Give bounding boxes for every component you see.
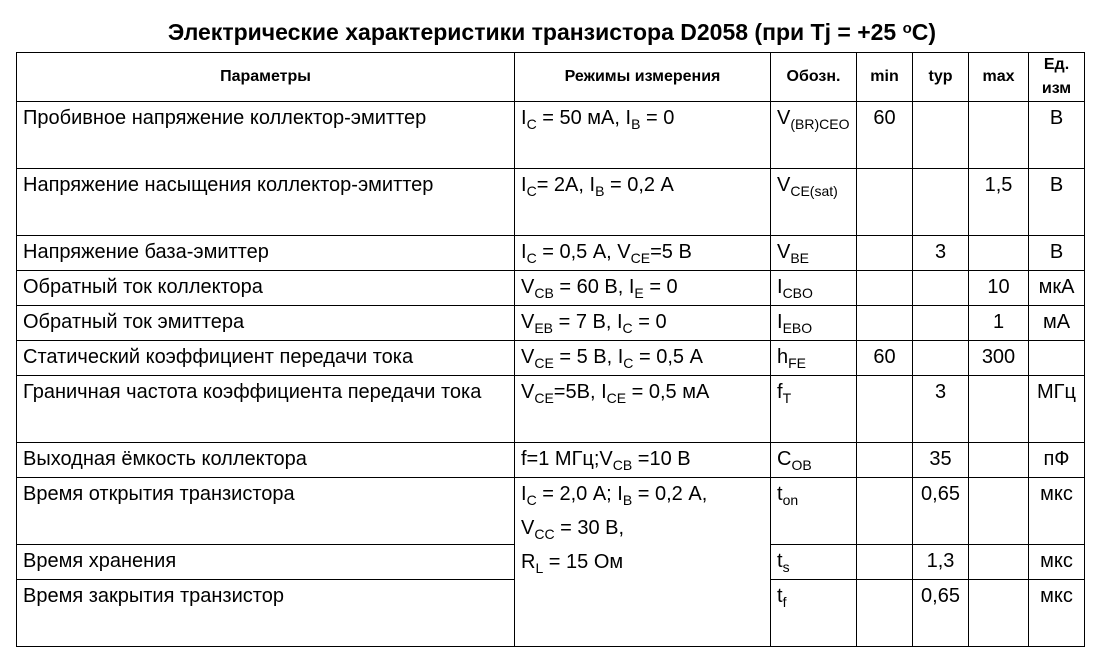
max-cell: 300 <box>969 341 1029 376</box>
max-cell <box>969 545 1029 580</box>
subscript: CB <box>612 457 633 473</box>
subscript: CC <box>534 526 555 542</box>
typ-cell: 3 <box>913 236 969 271</box>
param-cell: Пробивное напряжение коллектор-эмиттер <box>17 102 515 169</box>
table-row <box>17 341 1085 376</box>
symbol-subscript: OB <box>791 457 812 473</box>
unit-cell: В <box>1029 236 1085 271</box>
param-cell: Выходная ёмкость коллектора <box>17 443 515 478</box>
subscript: B <box>622 492 633 508</box>
mode-cell: $I_C= 2А$, $I_B = 0,2$ А <box>515 169 771 236</box>
max-cell <box>969 580 1029 647</box>
unit-cell: мА <box>1029 306 1085 341</box>
min-cell: 60 <box>857 102 913 169</box>
page-title: Электрические характеристики транзистора D2058 (при Tj = +25 $^о$С) <box>167 19 937 45</box>
symbol-cell: $f_T$ <box>771 376 857 443</box>
subscript: EB <box>534 320 554 336</box>
table-row <box>17 443 1085 478</box>
symbol-cell: $t_{on}$ <box>771 478 857 545</box>
param-cell: Напряжение база-эмиттер <box>17 236 515 271</box>
min-cell <box>857 271 913 306</box>
subscript: B <box>631 116 641 132</box>
header-mode: Режимы измерения <box>515 53 771 102</box>
param-cell: Напряжение насыщения коллектор-эмиттер <box>17 169 515 236</box>
table-row <box>17 271 1085 306</box>
symbol-cell: $I_{EBO}$ <box>771 306 857 341</box>
subscript: CB <box>534 285 554 301</box>
symbol-subscript: CBO <box>782 285 813 301</box>
subscript: B <box>595 183 605 199</box>
mode-line: $I_C = 2,0$ А; $I_B = 0,2$ А, <box>521 483 708 508</box>
unit-cell: мкс <box>1029 545 1085 580</box>
max-cell <box>969 376 1029 443</box>
max-cell <box>969 236 1029 271</box>
subscript: C <box>622 320 633 336</box>
subscript: CE <box>534 390 554 406</box>
mode-line: $V_{CC} = 30$ В, <box>521 517 625 542</box>
min-cell <box>857 306 913 341</box>
symbol-cell: $C_{OB}$ <box>771 443 857 478</box>
unit-cell <box>1029 341 1085 376</box>
mode-cell: $V_{CB} = 60$ В, $I_E = 0$ <box>515 271 771 306</box>
table-row <box>17 478 1085 545</box>
unit-cell: мкс <box>1029 580 1085 647</box>
max-cell: 10 <box>969 271 1029 306</box>
header-min: min <box>857 53 913 102</box>
param-cell: Обратный ток коллектора <box>17 271 515 306</box>
symbol-cell: $t_s$ <box>771 545 857 580</box>
min-cell <box>857 169 913 236</box>
subscript: C <box>526 250 537 266</box>
header-row <box>17 53 1085 102</box>
characteristics-table <box>16 52 1085 647</box>
symbol-subscript: EBO <box>782 320 813 336</box>
header-unit: Ед. изм <box>1029 53 1085 102</box>
mode-cell: $V_{CE}=5В$, $I_{CE} = 0,5$ мА <box>515 376 771 443</box>
symbol-subscript: T <box>782 390 792 406</box>
symbol-cell: $t_f$ <box>771 580 857 647</box>
symbol-cell: $V_{BE}$ <box>771 236 857 271</box>
symbol-subscript: (BR)CEO <box>790 116 850 132</box>
unit-cell: мкА <box>1029 271 1085 306</box>
subscript: E <box>634 285 644 301</box>
subscript: CE <box>630 250 651 266</box>
symbol-subscript: CE(sat) <box>790 183 838 199</box>
min-cell: 60 <box>857 341 913 376</box>
symbol-cell: $V_{CE(sat)}$ <box>771 169 857 236</box>
min-cell <box>857 545 913 580</box>
unit-cell: В <box>1029 102 1085 169</box>
symbol-subscript: s <box>782 559 790 575</box>
symbol-cell: $I_{CBO}$ <box>771 271 857 306</box>
subscript: C <box>526 183 537 199</box>
max-cell <box>969 478 1029 545</box>
unit-cell: мкс <box>1029 478 1085 545</box>
mode-cell: $I_C = 50$ мА, $I_B = 0$ <box>515 102 771 169</box>
typ-cell <box>913 169 969 236</box>
typ-cell: 0,65 <box>913 478 969 545</box>
header-symbol: Обозн. <box>771 53 857 102</box>
typ-cell: 3 <box>913 376 969 443</box>
param-cell: Обратный ток эмиттера <box>17 306 515 341</box>
symbol-subscript: FE <box>788 355 807 371</box>
min-cell <box>857 376 913 443</box>
mode-cell: $V_{CE} = 5$ В, $I_C = 0,5$ А <box>515 341 771 376</box>
symbol-subscript: on <box>782 492 799 508</box>
symbol-cell: $h_{FE}$ <box>771 341 857 376</box>
param-cell: Время закрытия транзистор <box>17 580 515 647</box>
param-cell: Граничная частота коэффициента передачи тока <box>17 376 515 443</box>
subscript: C <box>623 355 634 371</box>
typ-cell: 35 <box>913 443 969 478</box>
mode-line: $R_L = 15$ Ом <box>521 551 624 576</box>
param-cell: Статический коэффициент передачи тока <box>17 341 515 376</box>
typ-cell: 0,65 <box>913 580 969 647</box>
subscript: L <box>535 560 544 576</box>
mode-cell: $V_{EB} = 7$ В, $I_C = 0$ <box>515 306 771 341</box>
unit-cell: пФ <box>1029 443 1085 478</box>
subscript: CE <box>534 355 554 371</box>
unit-cell: В <box>1029 169 1085 236</box>
max-cell: 1 <box>969 306 1029 341</box>
header-max: max <box>969 53 1029 102</box>
typ-cell <box>913 102 969 169</box>
subscript: CE <box>606 390 627 406</box>
header-param: Параметры <box>17 53 515 102</box>
min-cell <box>857 580 913 647</box>
table-row <box>17 376 1085 443</box>
mode-cell <box>515 478 771 647</box>
typ-cell <box>913 271 969 306</box>
symbol-subscript: f <box>782 594 787 610</box>
typ-cell <box>913 306 969 341</box>
symbol-cell: $V_{(BR)CEO}$ <box>771 102 857 169</box>
table-row <box>17 102 1085 169</box>
unit-cell: МГц <box>1029 376 1085 443</box>
param-cell: Время открытия транзистора <box>17 478 515 545</box>
min-cell <box>857 443 913 478</box>
param-cell: Время хранения <box>17 545 515 580</box>
table-row <box>17 169 1085 236</box>
typ-cell <box>913 341 969 376</box>
subscript: C <box>526 492 537 508</box>
max-cell <box>969 102 1029 169</box>
mode-cell: $I_C = 0,5$ А, $V_{CE}=5$ В <box>515 236 771 271</box>
min-cell <box>857 478 913 545</box>
max-cell <box>969 443 1029 478</box>
min-cell <box>857 236 913 271</box>
subscript: C <box>526 116 537 132</box>
max-cell: 1,5 <box>969 169 1029 236</box>
header-typ: typ <box>913 53 969 102</box>
table-row <box>17 306 1085 341</box>
typ-cell: 1,3 <box>913 545 969 580</box>
table-row <box>17 236 1085 271</box>
mode-cell: f=1 $МГц;V_{CB} =10$ В <box>515 443 771 478</box>
symbol-subscript: BE <box>790 250 810 266</box>
